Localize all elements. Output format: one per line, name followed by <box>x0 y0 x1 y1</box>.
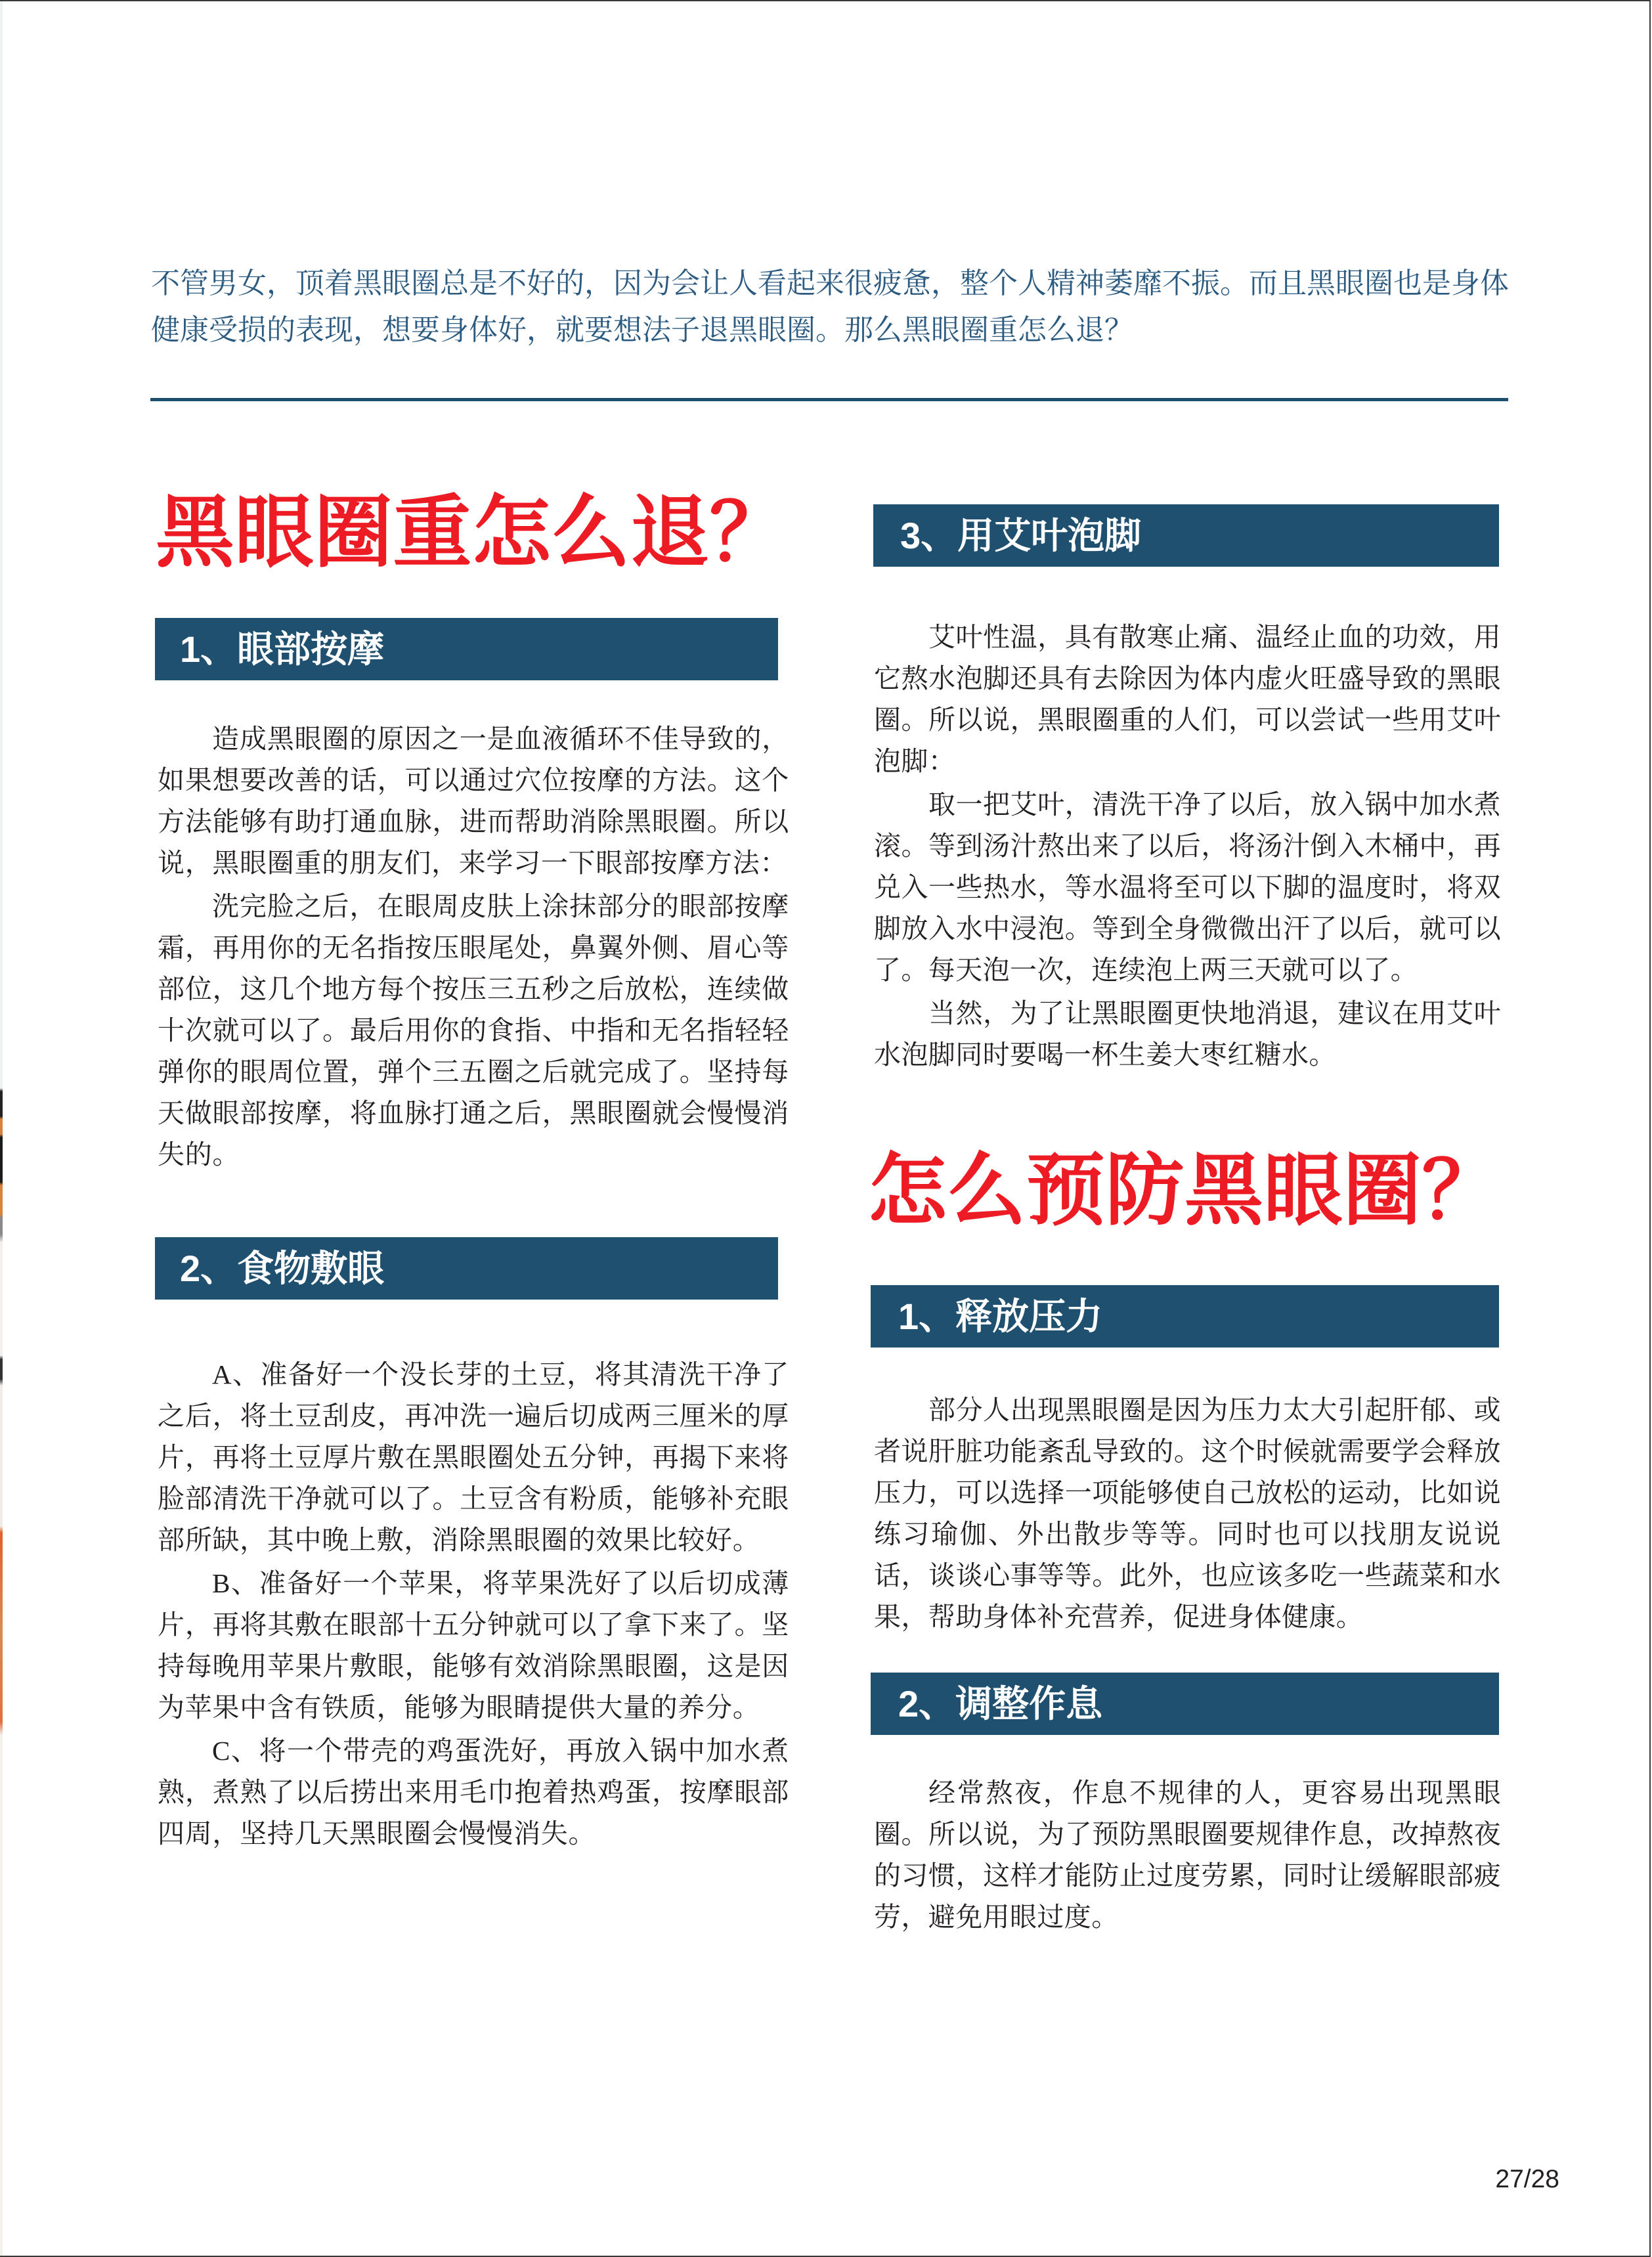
paragraph: B、准备好一个苹果，将苹果洗好了以后切成薄片，再将其敷在眼部十五分钟就可以了拿下来了。坚持每晚用苹果片敷眼，能够有效消除黑眼圈，这是因为苹果中含有铁质，能够为眼睛提供大量的养分。 <box>158 1568 789 1722</box>
intro-paragraph: 不管男女，顶着黑眼圈总是不好的，因为会让人看起来很疲惫，整个人精神萎靡不振。而且黑眼圈也是身体健康受损的表现，想要身体好，就要想法子退黑眼圈。那么黑眼圈重怎么退？ <box>151 267 1509 347</box>
section-body-eye-massage <box>158 718 789 1175</box>
page-number: 27/28 <box>1495 2165 1559 2193</box>
paragraph: 造成黑眼圈的原因之一是血液循环不佳导致的，如果想要改善的话，可以通过穴位按摩的方法。这个方法能够有助打通血脉，进而帮助消除黑眼圈。所以说，黑眼圈重的朋友们，来学习一下眼部按摩方法： <box>158 724 789 878</box>
section-body-adjust-schedule <box>874 1772 1501 1938</box>
right-main-title: 怎么预防黑眼圈？ <box>868 1145 1501 1237</box>
paragraph: 经常熬夜，作息不规律的人，更容易出现黑眼圈。所以说，为了预防黑眼圈要规律作息，改掉熬夜的习惯，这样才能防止过度劳累，同时让缓解眼部疲劳，避免用眼过度。 <box>874 1778 1501 1932</box>
section-bar-food-compress <box>155 1237 778 1300</box>
paragraph: C、将一个带壳的鸡蛋洗好，再放入锅中加水煮熟，煮熟了以后捞出来用毛巾抱着热鸡蛋，按摩眼部四周，坚持几天黑眼圈会慢慢消失。 <box>158 1736 789 1849</box>
section-bar-mugwort-footbath <box>873 504 1499 567</box>
section-heading: 2、调整作息 <box>898 1683 1103 1724</box>
left-main-title: 黑眼圈重怎么退？ <box>156 487 789 579</box>
section-body-release-stress <box>874 1390 1501 1638</box>
paragraph: 洗完脸之后，在眼周皮肤上涂抹部分的眼部按摩霜，再用你的无名指按压眼尾处，鼻翼外侧、眉心等部位，这几个地方每个按压三五秒之后放松，连续做十次就可以了。最后用你的食指、中指和无名指轻轻弹你的眼周位置，弹个三五圈之后就完成了。坚持每天做眼部按摩，将血脉打通之后，黑眼圈就会慢慢消失的。 <box>158 891 789 1170</box>
section-body-mugwort-footbath <box>874 617 1501 1076</box>
section-body-food-compress <box>158 1354 789 1854</box>
intro-divider-rule <box>150 398 1508 401</box>
paragraph: 艾叶性温，具有散寒止痛、温经止血的功效，用它熬水泡脚还具有去除因为体内虚火旺盛导致的黑眼圈。所以说，黑眼圈重的人们，可以尝试一些用艾叶泡脚： <box>874 622 1501 776</box>
paragraph: 取一把艾叶，清洗干净了以后，放入锅中加水煮滚。等到汤汁熬出来了以后，将汤汁倒入木桶中，再兑入一些热水，等水温将至可以下脚的温度时，将双脚放入水中浸泡。等到全身微微出汗了以后，就可以了。每天泡一次，连续泡上两三天就可以了。 <box>874 789 1501 985</box>
paragraph: 部分人出现黑眼圈是因为压力太大引起肝郁、或者说肝脏功能紊乱导致的。这个时候就需要学会释放压力，可以选择一项能够使自己放松的运动，比如说练习瑜伽、外出散步等等。同时也可以找朋友说说话，谈谈心事等等。此外，也应该多吃一些蔬菜和水果，帮助身体补充营养，促进身体健康。 <box>874 1395 1501 1632</box>
page-edge-bleed-strip <box>0 1 3 2256</box>
paragraph: A、准备好一个没长芽的土豆，将其清洗干净了之后，将土豆刮皮，再冲洗一遍后切成两三厘米的厚片，再将土豆厚片敷在黑眼圈处五分钟，再揭下来将脸部清洗干净就可以了。土豆含有粉质，能够补充眼部所缺，其中晚上敷，消除黑眼圈的效果比较好。 <box>158 1359 789 1555</box>
section-heading: 2、食物敷眼 <box>180 1248 385 1289</box>
section-bar-release-stress <box>871 1285 1499 1348</box>
section-heading: 3、用艾叶泡脚 <box>900 515 1142 556</box>
section-bar-eye-massage <box>155 618 778 680</box>
section-heading: 1、眼部按摩 <box>180 628 385 670</box>
paragraph: 当然，为了让黑眼圈更快地消退，建议在用艾叶水泡脚同时要喝一杯生姜大枣红糖水。 <box>874 998 1501 1070</box>
section-bar-adjust-schedule <box>871 1673 1499 1735</box>
section-heading: 1、释放压力 <box>898 1296 1103 1337</box>
